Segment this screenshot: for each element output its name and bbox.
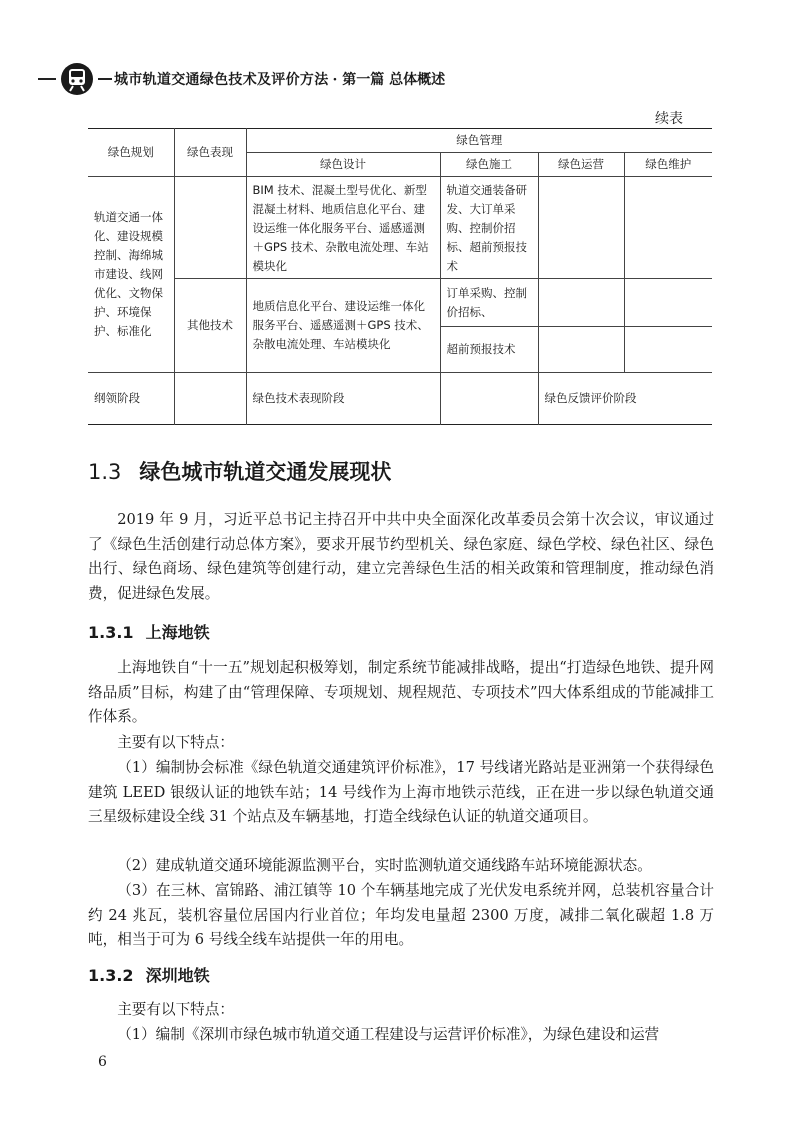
construction-stage-cell <box>440 373 538 425</box>
design-tech-cell-2: 地质信息化平台、建设运维一体化服务平台、遥感遥测＋GPS 技术、杂散电流处理、车站模块化 <box>246 279 440 373</box>
subsection-heading-shanghai <box>88 620 210 643</box>
header-green-management: 绿色管理 <box>246 129 712 153</box>
maintenance-cell-2b <box>624 327 712 373</box>
construction-tech-cell-1: 轨道交通装备研发、大订单采购、控制价招标、超前预报技术 <box>440 177 538 279</box>
section-heading <box>88 456 391 486</box>
table-continued-label: 续表 <box>655 111 683 127</box>
subsection-number: 1.3.1 <box>88 623 134 642</box>
header-green-planning: 绿色规划 <box>88 129 174 177</box>
running-header <box>38 58 458 100</box>
design-tech-cell-1: BIM 技术、混凝土型号优化、新型混凝土材料、地质信息化平台、建设运维一体化服务平台、遥感遥测＋GPS 技术、杂散电流处理、车站模块化 <box>246 177 440 279</box>
maintenance-cell-1 <box>624 177 712 279</box>
operation-cell-2a <box>538 279 624 327</box>
construction-tech-cell-2b: 超前预报技术 <box>440 327 538 373</box>
header-green-operation: 绿色运营 <box>538 153 624 177</box>
subsection-number: 1.3.2 <box>88 966 134 985</box>
operation-cell-1 <box>538 177 624 279</box>
shanghai-paragraph-1: 上海地铁自“十一五”规划起积极筹划，制定系统节能减排战略，提出“打造绿色地铁、提升网络品质”目标，构建了由“管理保障、专项规划、规程规范、专项技术”四大体系组成的节能减排工作体系。 <box>88 659 714 725</box>
shanghai-paragraph-5: （3）在三林、富锦路、浦江镇等 10 个车辆基地完成了光伏发电系统并网，总装机容量合计约 24 兆瓦，装机容量位居国内行业首位；年均发电量超 2300 万度，减排二氧化碳超 1.8 万吨，相当于可为 6 号线全线车站提供一年的用电。 <box>88 882 714 948</box>
performance-cell-stage <box>174 373 246 425</box>
metro-train-icon <box>60 62 94 96</box>
header-green-design: 绿色设计 <box>246 153 440 177</box>
header-green-maintenance: 绿色维护 <box>624 153 712 177</box>
header-part-label: · 第一篇 总体概述 <box>332 72 446 88</box>
performance-cell-empty <box>174 177 246 279</box>
section-number: 1.3 <box>88 460 122 484</box>
shanghai-paragraph-4: （2）建成轨道交通环境能源监测平台，实时监测轨道交通线路车站环境能源状态。 <box>117 857 652 874</box>
subsection-heading-shenzhen <box>88 963 210 986</box>
operation-cell-2b <box>538 327 624 373</box>
green-technology-table <box>88 128 712 425</box>
subsection-title: 上海地铁 <box>145 623 210 642</box>
section-intro-paragraph: 2019 年 9 月，习近平总书记主持召开中共中央全面深化改革委员会第十次会议，审议通过了《绿色生活创建行动总体方案》，要求开展节约型机关、绿色家庭、绿色学校、绿色社区、绿色出行、绿色商场、绿色建筑等创建行动，建立完善绿色生活的相关政策和管理制度，推动绿色消费，促进绿色发展。 <box>88 511 714 602</box>
planning-content-cell: 轨道交通一体化、建设规模控制、海绵城市建设、线网优化、文物保护、环境保护、标准化 <box>88 177 174 373</box>
construction-tech-cell-2a: 订单采购、控制价招标、 <box>440 279 538 327</box>
shenzhen-paragraph-2: （1）编制《深圳市绿色城市轨道交通工程建设与运营评价标准》，为绿色建设和运营 <box>117 1026 660 1043</box>
maintenance-cell-2a <box>624 279 712 327</box>
programme-stage-cell: 纲领阶段 <box>88 373 174 425</box>
tech-performance-stage-cell: 绿色技术表现阶段 <box>246 373 440 425</box>
page-number: 6 <box>98 1054 107 1070</box>
shanghai-paragraph-3: （1）编制协会标准《绿色轨道交通建筑评价标准》，17 号线诸光路站是亚洲第一个获得绿色建筑 LEED 银级认证的地铁车站；14 号线作为上海市地铁示范线，正在进一步以绿色轨道交通三星级标建设全线 31 个站点及车辆基地，打造全线绿色认证的轨道交通项目。 <box>88 759 714 825</box>
section-title: 绿色城市轨道交通发展现状 <box>139 460 392 484</box>
feedback-evaluation-stage-cell: 绿色反馈评价阶段 <box>538 373 712 425</box>
header-green-construction: 绿色施工 <box>440 153 538 177</box>
shanghai-paragraph-2: 主要有以下特点： <box>117 734 234 751</box>
header-rule-mid <box>98 78 112 80</box>
shenzhen-paragraph-1: 主要有以下特点： <box>117 1001 234 1018</box>
header-book-title: 城市轨道交通绿色技术及评价方法 <box>114 72 329 88</box>
header-green-performance: 绿色表现 <box>174 129 246 177</box>
subsection-title: 深圳地铁 <box>145 966 210 985</box>
other-tech-label: 其他技术 <box>174 279 246 373</box>
header-rule-left <box>38 78 56 80</box>
